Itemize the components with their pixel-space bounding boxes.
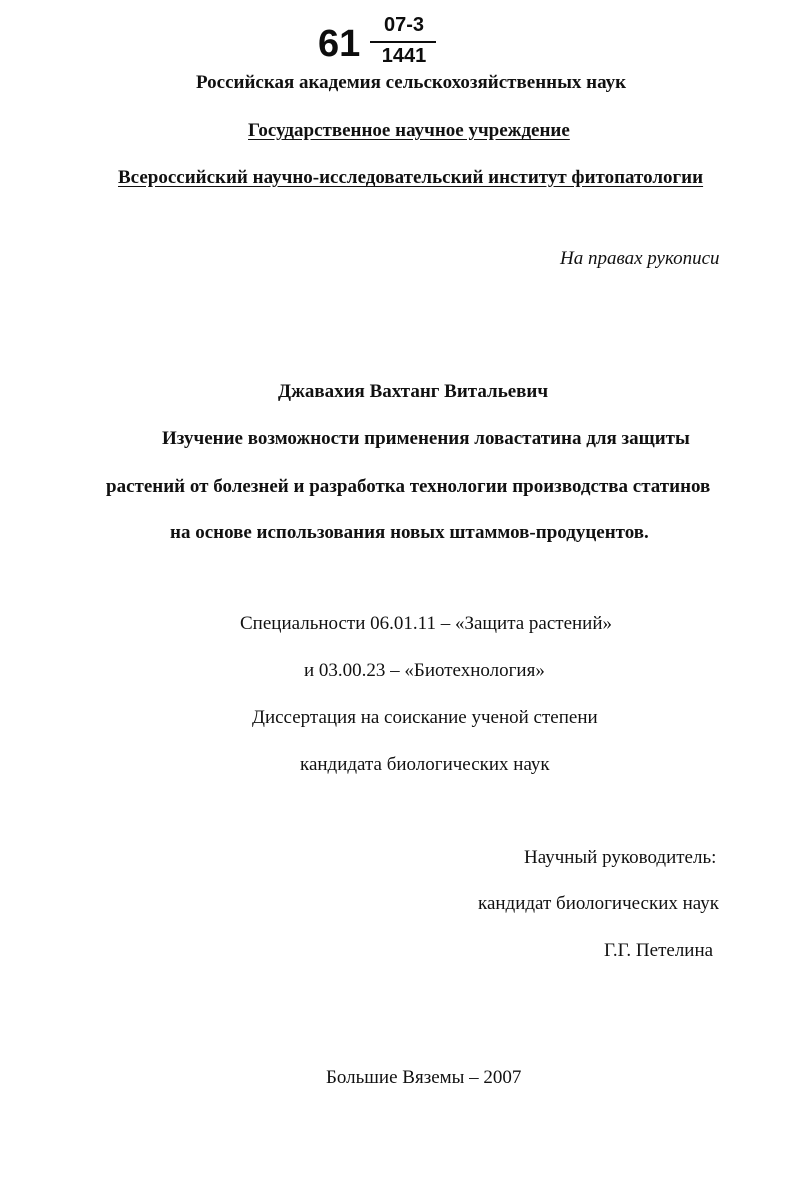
supervisor-degree: кандидат биологических наук [478,893,719,914]
place-and-year: Большие Вяземы – 2007 [326,1067,522,1088]
title-line: растений от болезней и разработка технологии производства статинов [106,476,711,497]
specialty-line: и 03.00.23 – «Биотехнология» [304,660,545,681]
stamp-fraction-bar [370,41,436,43]
stamp-top-code: 07-3 [383,14,425,36]
title-line: Изучение возможности применения ловастатина для защиты [162,428,690,449]
academy-heading: Российская академия сельскохозяйственных наук [196,72,627,93]
manuscript-rights-note: На правах рукописи [560,248,720,269]
title-line: на основе использования новых штаммов-продуцентов. [170,522,649,543]
stamp-number: 61 [318,23,361,65]
degree-line: кандидата биологических наук [300,754,550,775]
stamp-bottom-code: 1441 [381,45,427,67]
supervisor-label: Научный руководитель: [524,847,717,868]
archive-stamp [318,14,448,70]
institute-heading: Всероссийский научно-исследовательский институт фитопатологии [118,167,704,188]
specialty-line: Специальности 06.01.11 – «Защита растений» [240,613,613,634]
supervisor-name: Г.Г. Петелина [604,940,714,961]
institution-type-heading: Государственное научное учреждение [248,120,570,141]
degree-line: Диссертация на соискание ученой степени [252,707,598,728]
author-name: Джавахия Вахтанг Витальевич [278,381,549,402]
